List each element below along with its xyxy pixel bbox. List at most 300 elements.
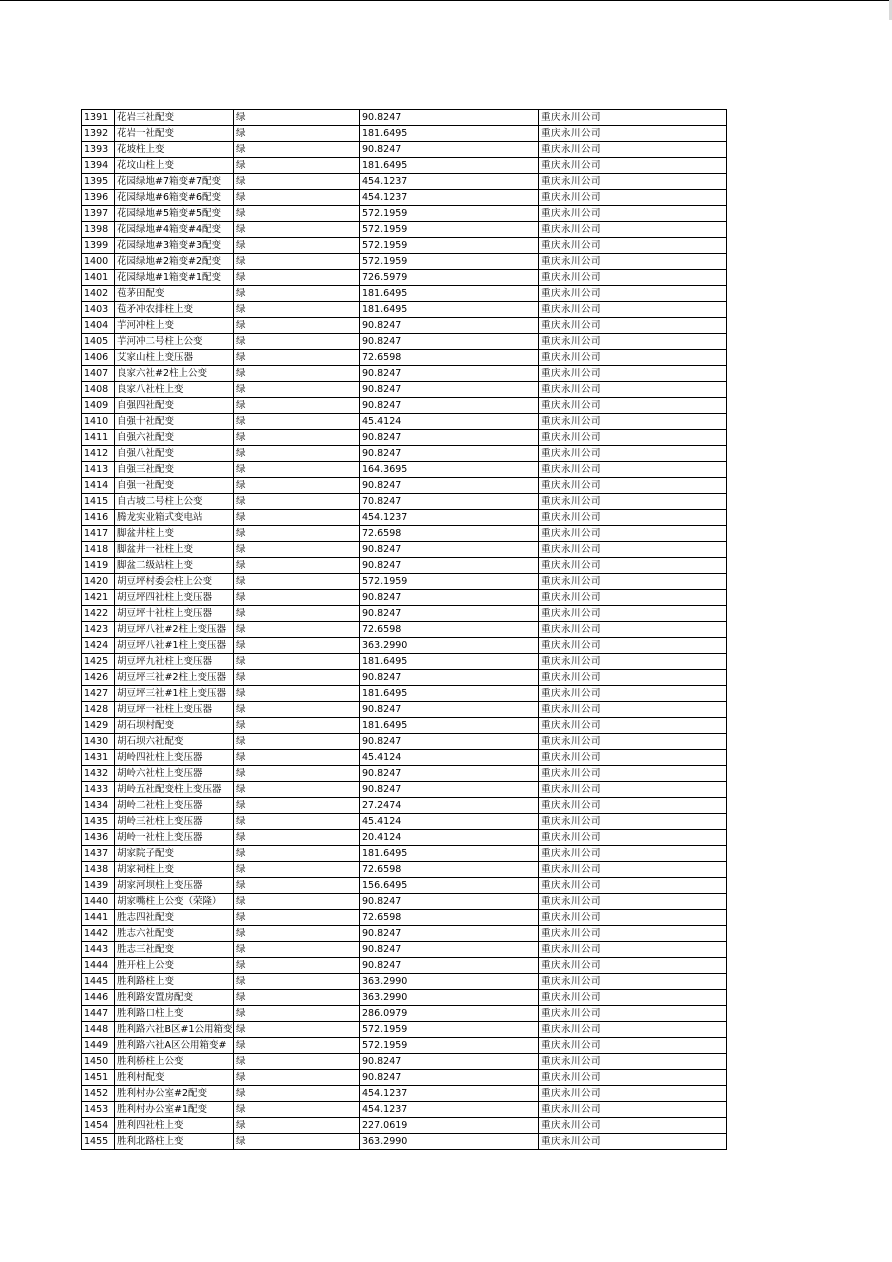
status-cell: 绿: [234, 926, 360, 942]
row-number-cell: 1403: [82, 302, 115, 318]
company-cell: 重庆永川公司: [539, 286, 727, 302]
table-row: [82, 926, 727, 942]
capacity-cell: 90.8247: [360, 334, 539, 350]
capacity-cell: 45.4124: [360, 414, 539, 430]
capacity-cell: 90.8247: [360, 702, 539, 718]
status-cell: 绿: [234, 798, 360, 814]
capacity-cell: 90.8247: [360, 430, 539, 446]
status-cell: 绿: [234, 478, 360, 494]
table-row: [82, 238, 727, 254]
status-cell: 绿: [234, 254, 360, 270]
status-cell: 绿: [234, 286, 360, 302]
capacity-cell: 90.8247: [360, 382, 539, 398]
station-name-cell: 胜利村办公室#1配变: [115, 1102, 234, 1118]
table-row: [82, 350, 727, 366]
status-cell: 绿: [234, 510, 360, 526]
row-number-cell: 1448: [82, 1022, 115, 1038]
status-cell: 绿: [234, 318, 360, 334]
row-number-cell: 1416: [82, 510, 115, 526]
row-number-cell: 1437: [82, 846, 115, 862]
company-cell: 重庆永川公司: [539, 798, 727, 814]
station-name-cell: 胡豆坪八社#1柱上变压器: [115, 638, 234, 654]
station-name-cell: 脚盆井一社柱上变: [115, 542, 234, 558]
status-cell: 绿: [234, 238, 360, 254]
status-cell: 绿: [234, 446, 360, 462]
capacity-cell: 72.6598: [360, 910, 539, 926]
company-cell: 重庆永川公司: [539, 1054, 727, 1070]
station-name-cell: 良家六社#2柱上公变: [115, 366, 234, 382]
company-cell: 重庆永川公司: [539, 238, 727, 254]
station-name-cell: 自强六社配变: [115, 430, 234, 446]
status-cell: 绿: [234, 574, 360, 590]
table-row: [82, 814, 727, 830]
row-number-cell: 1399: [82, 238, 115, 254]
company-cell: 重庆永川公司: [539, 382, 727, 398]
row-number-cell: 1424: [82, 638, 115, 654]
row-number-cell: 1422: [82, 606, 115, 622]
company-cell: 重庆永川公司: [539, 590, 727, 606]
table-body: [82, 110, 727, 1150]
row-number-cell: 1420: [82, 574, 115, 590]
table-row: [82, 958, 727, 974]
table-row: [82, 878, 727, 894]
capacity-cell: 72.6598: [360, 622, 539, 638]
status-cell: 绿: [234, 734, 360, 750]
table-row: [82, 398, 727, 414]
capacity-cell: 181.6495: [360, 126, 539, 142]
table-row: [82, 286, 727, 302]
table-row: [82, 846, 727, 862]
capacity-cell: 90.8247: [360, 766, 539, 782]
company-cell: 重庆永川公司: [539, 670, 727, 686]
table-row: [82, 782, 727, 798]
table-row: [82, 1038, 727, 1054]
row-number-cell: 1426: [82, 670, 115, 686]
station-name-cell: 胡岭六社柱上变压器: [115, 766, 234, 782]
capacity-cell: 90.8247: [360, 110, 539, 126]
capacity-cell: 572.1959: [360, 238, 539, 254]
capacity-cell: 181.6495: [360, 302, 539, 318]
capacity-cell: 72.6598: [360, 350, 539, 366]
table-row: [82, 574, 727, 590]
table-row: [82, 1022, 727, 1038]
capacity-cell: 454.1237: [360, 1086, 539, 1102]
station-name-cell: 胡家祠柱上变: [115, 862, 234, 878]
station-name-cell: 胜利路柱上变: [115, 974, 234, 990]
row-number-cell: 1439: [82, 878, 115, 894]
table-row: [82, 622, 727, 638]
station-name-cell: 胡豆坪十社柱上变压器: [115, 606, 234, 622]
row-number-cell: 1395: [82, 174, 115, 190]
capacity-cell: 572.1959: [360, 1038, 539, 1054]
station-name-cell: 自强十社配变: [115, 414, 234, 430]
row-number-cell: 1404: [82, 318, 115, 334]
status-cell: 绿: [234, 1054, 360, 1070]
station-name-cell: 花岩三社配变: [115, 110, 234, 126]
company-cell: 重庆永川公司: [539, 558, 727, 574]
station-name-cell: 苞茅田配变: [115, 286, 234, 302]
row-number-cell: 1428: [82, 702, 115, 718]
capacity-cell: 90.8247: [360, 142, 539, 158]
station-name-cell: 胜志三社配变: [115, 942, 234, 958]
row-number-cell: 1431: [82, 750, 115, 766]
row-number-cell: 1449: [82, 1038, 115, 1054]
table-row: [82, 526, 727, 542]
company-cell: 重庆永川公司: [539, 942, 727, 958]
company-cell: 重庆永川公司: [539, 606, 727, 622]
capacity-cell: 181.6495: [360, 846, 539, 862]
capacity-cell: 181.6495: [360, 686, 539, 702]
capacity-cell: 90.8247: [360, 318, 539, 334]
status-cell: 绿: [234, 958, 360, 974]
capacity-cell: 90.8247: [360, 782, 539, 798]
station-name-cell: 芋河冲二号柱上公变: [115, 334, 234, 350]
table-row: [82, 270, 727, 286]
company-cell: 重庆永川公司: [539, 1102, 727, 1118]
station-name-cell: 胡家院子配变: [115, 846, 234, 862]
table-row: [82, 126, 727, 142]
capacity-cell: 572.1959: [360, 574, 539, 590]
station-name-cell: 胡豆坪村委会柱上公变: [115, 574, 234, 590]
capacity-cell: 363.2990: [360, 974, 539, 990]
station-name-cell: 苞矛冲农排柱上变: [115, 302, 234, 318]
station-name-cell: 花岩一社配变: [115, 126, 234, 142]
station-name-cell: 自强三社配变: [115, 462, 234, 478]
station-name-cell: 芋河冲柱上变: [115, 318, 234, 334]
company-cell: 重庆永川公司: [539, 510, 727, 526]
station-name-cell: 胜开柱上公变: [115, 958, 234, 974]
page-top-rule: [0, 0, 892, 1]
company-cell: 重庆永川公司: [539, 622, 727, 638]
status-cell: 绿: [234, 1086, 360, 1102]
table-row: [82, 750, 727, 766]
station-name-cell: 胡家河坝柱上变压器: [115, 878, 234, 894]
company-cell: 重庆永川公司: [539, 270, 727, 286]
table-row: [82, 606, 727, 622]
station-name-cell: 花坟山柱上变: [115, 158, 234, 174]
company-cell: 重庆永川公司: [539, 894, 727, 910]
table-row: [82, 686, 727, 702]
row-number-cell: 1391: [82, 110, 115, 126]
capacity-cell: 90.8247: [360, 590, 539, 606]
table-row: [82, 302, 727, 318]
station-name-cell: 胡石坝村配变: [115, 718, 234, 734]
capacity-cell: 70.8247: [360, 494, 539, 510]
status-cell: 绿: [234, 270, 360, 286]
table-row: [82, 1118, 727, 1134]
status-cell: 绿: [234, 622, 360, 638]
capacity-cell: 572.1959: [360, 254, 539, 270]
station-name-cell: 自古坡二号柱上公变: [115, 494, 234, 510]
row-number-cell: 1402: [82, 286, 115, 302]
table-row: [82, 942, 727, 958]
capacity-cell: 90.8247: [360, 734, 539, 750]
row-number-cell: 1454: [82, 1118, 115, 1134]
station-name-cell: 胜利北路柱上变: [115, 1134, 234, 1150]
table-row: [82, 110, 727, 126]
company-cell: 重庆永川公司: [539, 638, 727, 654]
status-cell: 绿: [234, 686, 360, 702]
row-number-cell: 1438: [82, 862, 115, 878]
company-cell: 重庆永川公司: [539, 878, 727, 894]
capacity-cell: 164.3695: [360, 462, 539, 478]
capacity-cell: 454.1237: [360, 190, 539, 206]
row-number-cell: 1397: [82, 206, 115, 222]
company-cell: 重庆永川公司: [539, 990, 727, 1006]
company-cell: 重庆永川公司: [539, 398, 727, 414]
capacity-cell: 363.2990: [360, 638, 539, 654]
row-number-cell: 1401: [82, 270, 115, 286]
capacity-cell: 90.8247: [360, 398, 539, 414]
row-number-cell: 1429: [82, 718, 115, 734]
row-number-cell: 1436: [82, 830, 115, 846]
table-row: [82, 414, 727, 430]
company-cell: 重庆永川公司: [539, 414, 727, 430]
station-name-cell: 胜利路安置房配变: [115, 990, 234, 1006]
company-cell: 重庆永川公司: [539, 654, 727, 670]
status-cell: 绿: [234, 174, 360, 190]
table-row: [82, 590, 727, 606]
status-cell: 绿: [234, 126, 360, 142]
table-row: [82, 974, 727, 990]
status-cell: 绿: [234, 1070, 360, 1086]
status-cell: 绿: [234, 526, 360, 542]
table-row: [82, 510, 727, 526]
station-name-cell: 脚盆二级站柱上变: [115, 558, 234, 574]
table-row: [82, 1054, 727, 1070]
row-number-cell: 1450: [82, 1054, 115, 1070]
company-cell: 重庆永川公司: [539, 702, 727, 718]
company-cell: 重庆永川公司: [539, 206, 727, 222]
table-row: [82, 462, 727, 478]
row-number-cell: 1396: [82, 190, 115, 206]
company-cell: 重庆永川公司: [539, 462, 727, 478]
company-cell: 重庆永川公司: [539, 158, 727, 174]
table-row: [82, 766, 727, 782]
capacity-cell: 572.1959: [360, 206, 539, 222]
row-number-cell: 1411: [82, 430, 115, 446]
company-cell: 重庆永川公司: [539, 302, 727, 318]
row-number-cell: 1412: [82, 446, 115, 462]
capacity-cell: 181.6495: [360, 718, 539, 734]
company-cell: 重庆永川公司: [539, 494, 727, 510]
station-name-cell: 胡石坝六社配变: [115, 734, 234, 750]
row-number-cell: 1393: [82, 142, 115, 158]
table-row: [82, 142, 727, 158]
status-cell: 绿: [234, 974, 360, 990]
company-cell: 重庆永川公司: [539, 318, 727, 334]
station-name-cell: 花园绿地#3箱变#3配变: [115, 238, 234, 254]
status-cell: 绿: [234, 942, 360, 958]
company-cell: 重庆永川公司: [539, 126, 727, 142]
company-cell: 重庆永川公司: [539, 526, 727, 542]
status-cell: 绿: [234, 542, 360, 558]
company-cell: 重庆永川公司: [539, 222, 727, 238]
capacity-cell: 726.5979: [360, 270, 539, 286]
status-cell: 绿: [234, 862, 360, 878]
status-cell: 绿: [234, 366, 360, 382]
station-name-cell: 胡岭一社柱上变压器: [115, 830, 234, 846]
station-name-cell: 花园绿地#6箱变#6配变: [115, 190, 234, 206]
station-name-cell: 胡豆坪九社柱上变压器: [115, 654, 234, 670]
row-number-cell: 1443: [82, 942, 115, 958]
company-cell: 重庆永川公司: [539, 926, 727, 942]
status-cell: 绿: [234, 190, 360, 206]
capacity-cell: 45.4124: [360, 750, 539, 766]
table-row: [82, 718, 727, 734]
station-name-cell: 花园绿地#5箱变#5配变: [115, 206, 234, 222]
row-number-cell: 1453: [82, 1102, 115, 1118]
row-number-cell: 1410: [82, 414, 115, 430]
company-cell: 重庆永川公司: [539, 1006, 727, 1022]
company-cell: 重庆永川公司: [539, 366, 727, 382]
table-row: [82, 558, 727, 574]
station-name-cell: 花园绿地#1箱变#1配变: [115, 270, 234, 286]
row-number-cell: 1447: [82, 1006, 115, 1022]
status-cell: 绿: [234, 654, 360, 670]
station-name-cell: 胜利桥柱上公变: [115, 1054, 234, 1070]
capacity-cell: 90.8247: [360, 1054, 539, 1070]
row-number-cell: 1434: [82, 798, 115, 814]
company-cell: 重庆永川公司: [539, 1134, 727, 1150]
station-name-cell: 胡豆坪三社#2柱上变压器: [115, 670, 234, 686]
status-cell: 绿: [234, 142, 360, 158]
company-cell: 重庆永川公司: [539, 862, 727, 878]
capacity-cell: 454.1237: [360, 1102, 539, 1118]
table-row: [82, 366, 727, 382]
company-cell: 重庆永川公司: [539, 1086, 727, 1102]
row-number-cell: 1394: [82, 158, 115, 174]
status-cell: 绿: [234, 398, 360, 414]
capacity-cell: 572.1959: [360, 222, 539, 238]
station-name-cell: 胡岭二社柱上变压器: [115, 798, 234, 814]
status-cell: 绿: [234, 846, 360, 862]
capacity-cell: 90.8247: [360, 1070, 539, 1086]
table-row: [82, 638, 727, 654]
table-row: [82, 654, 727, 670]
row-number-cell: 1455: [82, 1134, 115, 1150]
capacity-cell: 90.8247: [360, 926, 539, 942]
status-cell: 绿: [234, 1118, 360, 1134]
status-cell: 绿: [234, 830, 360, 846]
station-name-cell: 胜利村配变: [115, 1070, 234, 1086]
station-name-cell: 自强一社配变: [115, 478, 234, 494]
station-name-cell: 胜利路六社B区#1公用箱变: [115, 1022, 234, 1038]
company-cell: 重庆永川公司: [539, 1070, 727, 1086]
table-row: [82, 670, 727, 686]
company-cell: 重庆永川公司: [539, 750, 727, 766]
station-name-cell: 胡豆坪三社#1柱上变压器: [115, 686, 234, 702]
row-number-cell: 1430: [82, 734, 115, 750]
capacity-cell: 181.6495: [360, 286, 539, 302]
station-name-cell: 胜利四社柱上变: [115, 1118, 234, 1134]
status-cell: 绿: [234, 1102, 360, 1118]
station-name-cell: 胜志六社配变: [115, 926, 234, 942]
status-cell: 绿: [234, 158, 360, 174]
table-row: [82, 702, 727, 718]
row-number-cell: 1407: [82, 366, 115, 382]
company-cell: 重庆永川公司: [539, 766, 727, 782]
status-cell: 绿: [234, 638, 360, 654]
station-name-cell: 胡岭五社配变柱上变压器: [115, 782, 234, 798]
company-cell: 重庆永川公司: [539, 814, 727, 830]
row-number-cell: 1417: [82, 526, 115, 542]
company-cell: 重庆永川公司: [539, 718, 727, 734]
station-name-cell: 胜利村办公室#2配变: [115, 1086, 234, 1102]
status-cell: 绿: [234, 670, 360, 686]
row-number-cell: 1392: [82, 126, 115, 142]
station-name-cell: 自强四社配变: [115, 398, 234, 414]
company-cell: 重庆永川公司: [539, 190, 727, 206]
station-name-cell: 胡豆坪八社#2柱上变压器: [115, 622, 234, 638]
company-cell: 重庆永川公司: [539, 782, 727, 798]
station-name-cell: 艾家山柱上变压器: [115, 350, 234, 366]
table-row: [82, 222, 727, 238]
row-number-cell: 1452: [82, 1086, 115, 1102]
company-cell: 重庆永川公司: [539, 958, 727, 974]
row-number-cell: 1442: [82, 926, 115, 942]
row-number-cell: 1413: [82, 462, 115, 478]
status-cell: 绿: [234, 110, 360, 126]
station-name-cell: 脚盆井柱上变: [115, 526, 234, 542]
row-number-cell: 1441: [82, 910, 115, 926]
row-number-cell: 1446: [82, 990, 115, 1006]
capacity-cell: 90.8247: [360, 446, 539, 462]
status-cell: 绿: [234, 494, 360, 510]
station-name-cell: 胡豆坪四社柱上变压器: [115, 590, 234, 606]
row-number-cell: 1435: [82, 814, 115, 830]
status-cell: 绿: [234, 702, 360, 718]
capacity-cell: 227.0619: [360, 1118, 539, 1134]
row-number-cell: 1421: [82, 590, 115, 606]
table-row: [82, 318, 727, 334]
row-number-cell: 1414: [82, 478, 115, 494]
status-cell: 绿: [234, 382, 360, 398]
status-cell: 绿: [234, 910, 360, 926]
table-row: [82, 494, 727, 510]
row-number-cell: 1409: [82, 398, 115, 414]
capacity-cell: 90.8247: [360, 606, 539, 622]
status-cell: 绿: [234, 414, 360, 430]
capacity-cell: 454.1237: [360, 510, 539, 526]
row-number-cell: 1451: [82, 1070, 115, 1086]
company-cell: 重庆永川公司: [539, 574, 727, 590]
table-row: [82, 334, 727, 350]
table-row: [82, 990, 727, 1006]
table-row: [82, 862, 727, 878]
station-name-cell: 胡家嘴柱上公变（荣隆）: [115, 894, 234, 910]
status-cell: 绿: [234, 302, 360, 318]
status-cell: 绿: [234, 590, 360, 606]
company-cell: 重庆永川公司: [539, 974, 727, 990]
company-cell: 重庆永川公司: [539, 174, 727, 190]
capacity-cell: 454.1237: [360, 174, 539, 190]
status-cell: 绿: [234, 222, 360, 238]
capacity-cell: 181.6495: [360, 654, 539, 670]
row-number-cell: 1415: [82, 494, 115, 510]
company-cell: 重庆永川公司: [539, 350, 727, 366]
status-cell: 绿: [234, 558, 360, 574]
table-row: [82, 446, 727, 462]
transformer-table: [81, 109, 727, 1150]
table-row: [82, 190, 727, 206]
company-cell: 重庆永川公司: [539, 830, 727, 846]
table-row: [82, 1070, 727, 1086]
table-row: [82, 1006, 727, 1022]
status-cell: 绿: [234, 718, 360, 734]
status-cell: 绿: [234, 430, 360, 446]
station-name-cell: 良家八社柱上变: [115, 382, 234, 398]
